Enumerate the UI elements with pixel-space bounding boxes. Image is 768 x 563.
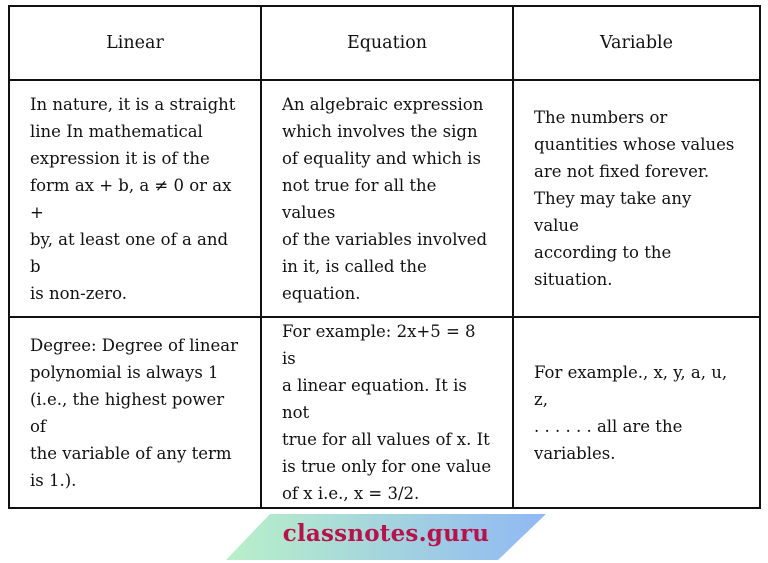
cell-line: of the variables involved — [282, 229, 488, 249]
cell-line: (i.e., the highest power of — [30, 389, 225, 436]
cell-line: expression it is of the — [30, 148, 210, 168]
cell-line: equation. — [282, 283, 361, 303]
cell-linear-definition — [9, 80, 261, 317]
cell-line: situation. — [534, 270, 613, 289]
cell-line: of equality and which is — [282, 148, 481, 168]
cell-line: For example., x, y, a, u, z, — [534, 362, 728, 409]
cell-equation-definition — [261, 80, 513, 317]
watermark-logo — [226, 514, 546, 560]
definitions-table — [8, 5, 761, 509]
cell-line: Degree: Degree of linear — [30, 335, 238, 355]
cell-line: quantities whose values — [534, 135, 735, 154]
cell-line: in it, is called the — [282, 256, 427, 276]
cell-line: polynomial is always 1 — [30, 362, 219, 382]
cell-line: according to the — [534, 243, 672, 262]
cell-line: a linear equation. It is not — [282, 376, 467, 422]
header-equation: Equation — [261, 6, 513, 80]
cell-line: is non-zero. — [30, 283, 127, 303]
cell-line: the variable of any term — [30, 443, 232, 463]
cell-linear-degree — [9, 317, 261, 508]
cell-line: line In mathematical — [30, 121, 203, 141]
cell-line: An algebraic expression — [282, 94, 484, 114]
cell-line: of x i.e., x = 3/2. — [282, 484, 420, 503]
watermark-text: classnotes.guru — [282, 520, 490, 547]
cell-equation-example — [261, 317, 513, 508]
cell-line: are not fixed forever. — [534, 162, 710, 181]
cell-line: which involves the sign — [282, 121, 478, 141]
cell-line: form ax + b, a ≠ 0 or ax + — [30, 175, 232, 222]
cell-line: by, at least one of a and b — [30, 229, 229, 276]
cell-line: is 1.). — [30, 470, 77, 490]
cell-line: is true only for one value — [282, 457, 492, 476]
table-row — [9, 80, 760, 317]
cell-line: In nature, it is a straight — [30, 94, 236, 114]
cell-line: . . . . . . all are the — [534, 416, 683, 436]
cell-variable-example — [513, 317, 760, 508]
cell-variable-definition — [513, 80, 760, 317]
table-row — [9, 317, 760, 508]
header-variable: Variable — [513, 6, 760, 80]
header-linear: Linear — [9, 6, 261, 80]
cell-line: The numbers or — [534, 108, 668, 127]
cell-line: variables. — [534, 443, 616, 463]
cell-line: not true for all the values — [282, 175, 437, 222]
cell-line: true for all values of x. It — [282, 430, 490, 449]
table-header-row — [9, 6, 760, 80]
cell-line: They may take any value — [534, 189, 692, 235]
cell-line: For example: 2x+5 = 8 is — [282, 322, 476, 368]
